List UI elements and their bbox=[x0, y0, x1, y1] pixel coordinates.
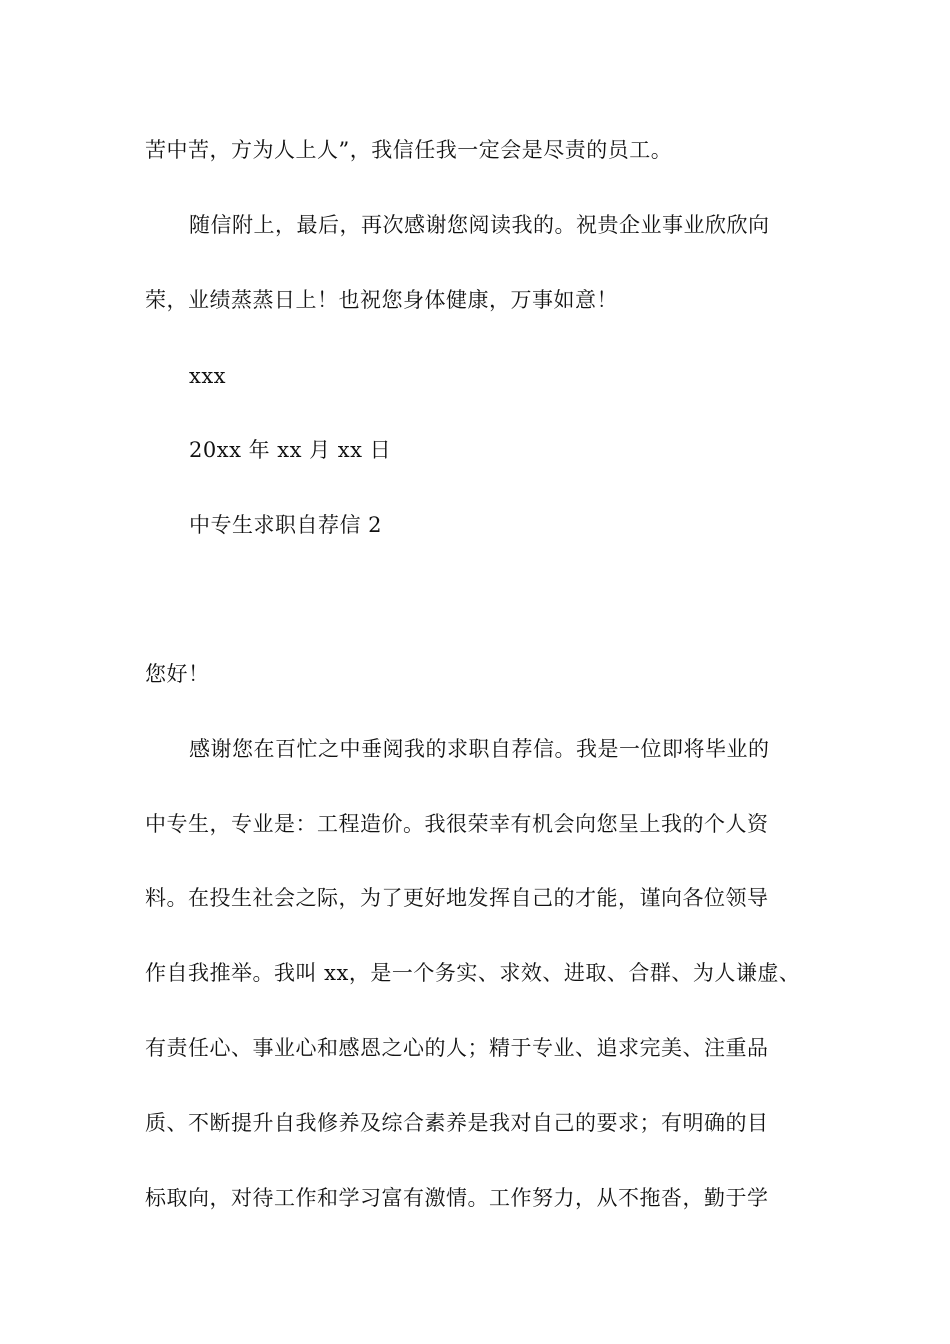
body-text-line: 感谢您在百忙之中垂阅我的求职自荐信。我是一位即将毕业的 bbox=[189, 737, 770, 761]
body-text-line: 有责任心、事业心和感恩之心的人；精于专业、追求完美、注重品 bbox=[145, 1036, 769, 1060]
body-text-line: 质、不断提升自我修养及综合素养是我对自己的要求；有明确的目 bbox=[145, 1111, 769, 1135]
signature-name: xxx bbox=[189, 364, 227, 388]
signature-date: 20xx 年 xx 月 xx 日 bbox=[189, 438, 392, 462]
body-text-line: 荣，业绩蒸蒸日上！也祝您身体健康，万事如意！ bbox=[145, 288, 618, 312]
body-text-line: 料。在投生社会之际，为了更好地发挥自己的才能，谨向各位领导 bbox=[145, 886, 769, 910]
body-text-line: 随信附上，最后，再次感谢您阅读我的。祝贵企业事业欣欣向 bbox=[189, 213, 770, 237]
body-text-line: 苦中苦，方为人上人”，我信任我一定会是尽责的员工。 bbox=[145, 138, 673, 162]
body-text-line: 作自我推举。我叫 xx，是一个务实、求效、进取、合群、为人谦虚、 bbox=[145, 961, 801, 985]
section-title: 中专生求职自荐信 2 bbox=[189, 513, 383, 537]
body-text-line: 标取向，对待工作和学习富有激情。工作努力，从不拖沓，勤于学 bbox=[145, 1186, 769, 1210]
body-text-line: 中专生，专业是：工程造价。我很荣幸有机会向您呈上我的个人资 bbox=[145, 812, 769, 836]
salutation: 您好！ bbox=[145, 662, 210, 686]
